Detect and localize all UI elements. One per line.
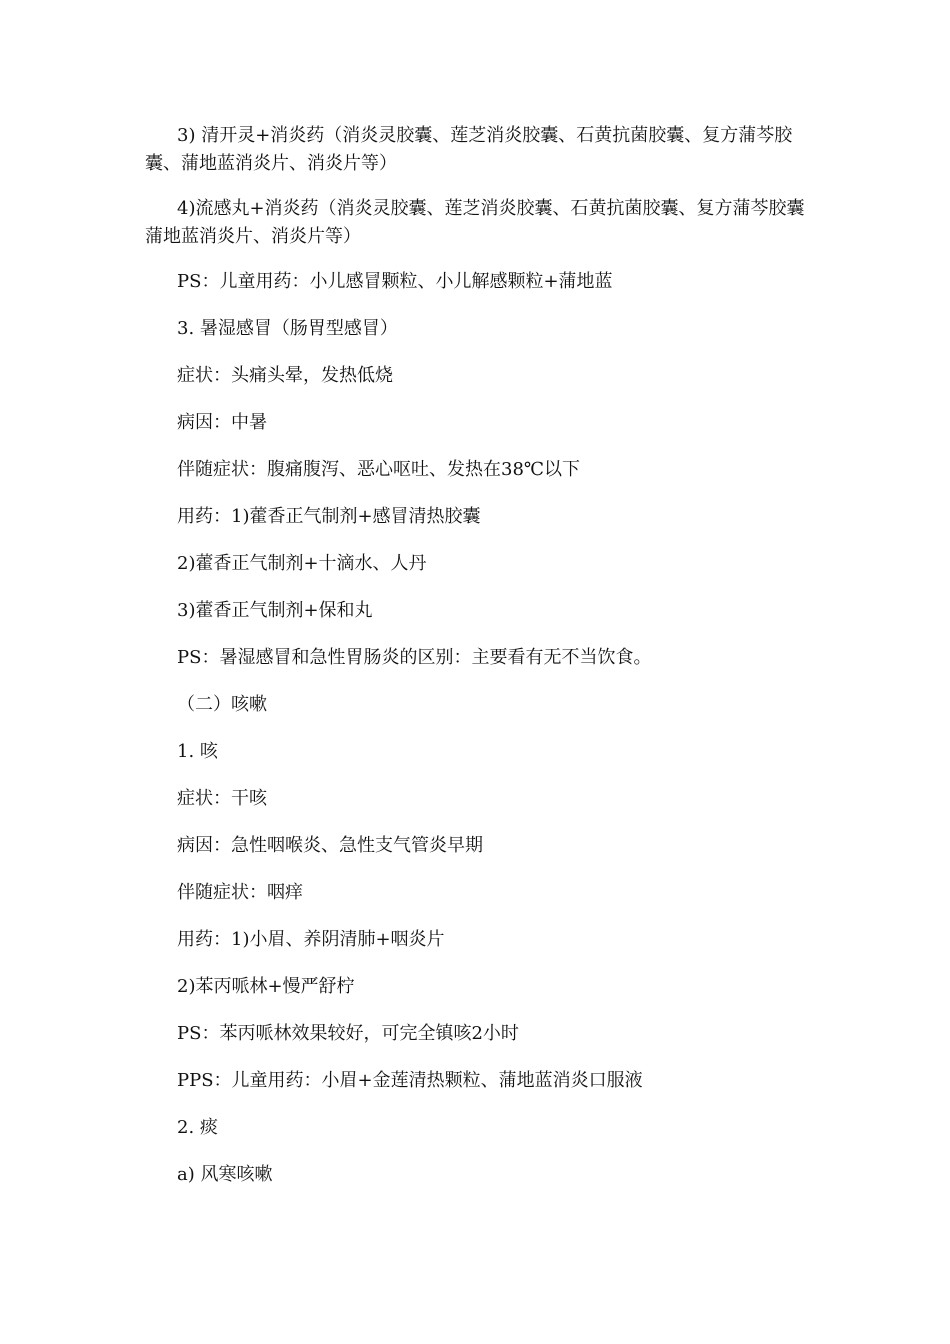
paragraph-ps-benbing: PS：苯丙哌林效果较好，可完全镇咳2小时 [177, 1023, 519, 1044]
paragraph-symptoms-1: 症状：头痛头晕，发热低烧 [177, 365, 393, 386]
paragraph-accompanying-1: 伴随症状：腹痛腹泻、恶心呕吐、发热在38℃以下 [177, 459, 581, 480]
paragraph-accompanying-2: 伴随症状：咽痒 [177, 882, 303, 903]
paragraph-pps-children: PPS：儿童用药：小眉+金莲清热颗粒、蒲地蓝消炎口服液 [177, 1070, 643, 1091]
paragraph-ps-difference: PS：暑湿感冒和急性胃肠炎的区别：主要看有无不当饮食。 [177, 647, 652, 668]
paragraph-medication-2: 2)藿香正气制剂+十滴水、人丹 [177, 553, 427, 574]
paragraph-medication-3: 3)藿香正气制剂+保和丸 [177, 600, 373, 621]
heading-shushi-ganmao: 3. 暑湿感冒（肠胃型感冒） [177, 318, 398, 339]
paragraph-ps-children: PS：儿童用药：小儿感冒颗粒、小儿解感颗粒+蒲地蓝 [177, 271, 613, 292]
heading-kesou: （二）咳嗽 [177, 694, 267, 715]
paragraph-medication-4: 用药：1)小眉、养阴清肺+咽炎片 [177, 929, 445, 950]
paragraph-symptoms-2: 症状：干咳 [177, 788, 267, 809]
paragraph-cause-1: 病因：中暑 [177, 412, 267, 433]
paragraph-liuganwan: 4)流感丸+消炎药（消炎灵胶囊、莲芝消炎胶囊、石黄抗菌胶囊、复方蒲芩胶囊蒲地蓝消炎片、消炎片等） [145, 198, 805, 247]
paragraph-medication-5: 2)苯丙哌林+慢严舒柠 [177, 976, 355, 997]
paragraph-medication-1: 用药：1)藿香正气制剂+感冒清热胶囊 [177, 506, 481, 527]
heading-ke: 1. 咳 [177, 741, 218, 762]
paragraph-qingkailing: 3) 清开灵+消炎药（消炎灵胶囊、莲芝消炎胶囊、石黄抗菌胶囊、复方蒲芩胶囊、蒲地蓝消炎片、消炎片等） [145, 125, 793, 174]
paragraph-cause-2: 病因：急性咽喉炎、急性支气管炎早期 [177, 835, 483, 856]
heading-tan: 2. 痰 [177, 1117, 218, 1138]
heading-fenghan-kesou: a) 风寒咳嗽 [177, 1164, 273, 1185]
